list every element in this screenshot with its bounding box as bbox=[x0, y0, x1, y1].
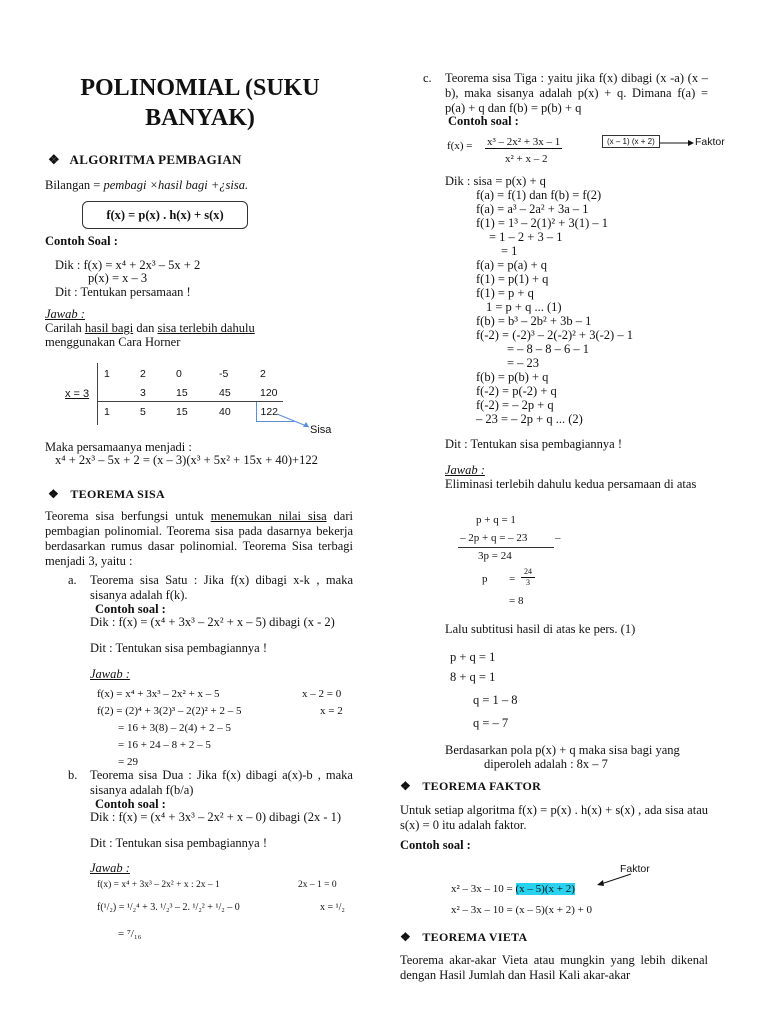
dik-line: Dik : sisa = p(x) + q bbox=[445, 174, 546, 188]
dit-line: Dit : Tentukan sisa pembagiannya ! bbox=[445, 437, 622, 451]
faktor-arrow-icon bbox=[595, 872, 635, 888]
minus-sign: – bbox=[555, 532, 561, 544]
highlighted-factor: (x – 5)(x + 2) bbox=[515, 883, 575, 895]
page-title bbox=[40, 73, 360, 133]
horner-cell: 1 bbox=[104, 405, 110, 418]
fraction-prefix: f(x) = bbox=[447, 140, 473, 152]
faktor-label: Faktor bbox=[695, 136, 725, 148]
horner-cell: 1 bbox=[104, 367, 110, 380]
conclusion-line: diperoleh adalah : 8x – 7 bbox=[484, 757, 608, 771]
faktor-label: Faktor bbox=[620, 863, 650, 875]
text-run: Carilah bbox=[45, 321, 85, 335]
jawab-line: = 16 + 3(8) – 2(4) + 2 – 5 bbox=[118, 722, 232, 734]
horner-cell: 3 bbox=[140, 386, 146, 399]
dik-line: 1 = p + q ... (1) bbox=[486, 300, 562, 314]
bilangan-prefix: Bilangan = bbox=[45, 178, 104, 192]
dik-line: f(-2) = (-2)³ – 2(-2)² + 3(-2) – 1 bbox=[476, 328, 633, 342]
dik-line: = 1 – 2 + 3 – 1 bbox=[489, 230, 563, 244]
list-marker: b. bbox=[68, 768, 78, 782]
jawab-line: = 16 + 24 – 8 + 2 – 5 bbox=[118, 739, 211, 751]
text-run: sisa terlebih dahulu bbox=[157, 321, 255, 335]
teorema-sisa-dua-text: Teorema sisa Dua : Jika f(x) dibagi a(x)-b , maka sisanya adalah f(b/a) bbox=[90, 768, 353, 797]
text-run: hasil bagi bbox=[84, 321, 134, 335]
teorema-vieta-text: Teorema akar-akar Vieta atau mungkin yang lebih dikenal dengan Hasil Jumlah dan Hasil Kali akar-akar bbox=[400, 953, 708, 982]
fraction-numerator: x³ – 2x² + 3x – 1 bbox=[487, 136, 561, 148]
dik-line: f(-2) = – 2p + q bbox=[476, 398, 554, 412]
sisa-label: Sisa bbox=[310, 424, 332, 436]
teorema-faktor-text: Untuk setiap algoritma f(x) = p(x) . h(x) + s(x) , ada sisa atau s(x) = 0 itu adalah faktor. bbox=[400, 803, 708, 832]
elim-fraction bbox=[521, 567, 535, 588]
section-teorema-faktor bbox=[400, 779, 541, 794]
horner-remainder-cell: 122 bbox=[256, 402, 294, 422]
list-marker: c. bbox=[423, 71, 432, 85]
jawab-line: f(2) = (2)⁴ + 3(2)³ – 2(2)² + 2 – 5 bbox=[97, 705, 242, 717]
substitution-line: p + q = 1 bbox=[450, 650, 496, 664]
lalu-line: Lalu subtitusi hasil di atas ke pers. (1) bbox=[445, 622, 636, 636]
horner-caption: menggunakan Cara Horner bbox=[45, 335, 181, 349]
fraction-denominator: 3 bbox=[526, 578, 530, 587]
horner-row bbox=[100, 402, 294, 422]
result-equation: x⁴ + 2x³ – 5x + 2 = (x – 3)(x³ + 5x² + 15x + 40)+122 bbox=[55, 453, 318, 467]
eliminasi-text: Eliminasi terlebih dahulu kedua persamaan di atas bbox=[445, 477, 697, 491]
horner-row bbox=[100, 364, 294, 383]
horner-cell: 5 bbox=[140, 405, 146, 418]
fraction-numerator: 24 bbox=[521, 567, 535, 578]
substitution-line: q = 1 – 8 bbox=[473, 693, 518, 707]
contoh-soal-heading: Contoh soal : bbox=[400, 838, 471, 852]
dik-line: f(1) = p + q bbox=[476, 286, 534, 300]
teorema-sisa-satu-text: Teorema sisa Satu : Jika f(x) dibagi x-k , maka sisanya adalah f(k). bbox=[90, 573, 353, 602]
faktor-line-1 bbox=[451, 883, 575, 895]
dik-line: – 23 = – 2p + q ... (2) bbox=[476, 412, 583, 426]
section-teorema-vieta bbox=[400, 930, 528, 945]
jawab-line: 2x – 1 = 0 bbox=[298, 880, 337, 890]
factor-box: (x – 1) (x + 2) bbox=[602, 135, 660, 148]
horner-cell: 15 bbox=[176, 386, 188, 399]
section-title: TEOREMA VIETA bbox=[422, 930, 528, 944]
jawab-line: f(x) = x⁴ + 3x³ – 2x² + x : 2x – 1 bbox=[97, 880, 220, 890]
elim-line: p bbox=[482, 573, 488, 585]
dik-line: Dik : f(x) = (x⁴ + 3x³ – 2x² + x – 5) dibagi (x - 2) bbox=[90, 615, 335, 629]
jawab-label: Jawab : bbox=[90, 667, 130, 681]
title-line-1: POLINOMIAL (SUKU bbox=[80, 75, 320, 101]
elim-line: – 2p + q = – 23 bbox=[460, 532, 528, 544]
dik-line: = – 23 bbox=[507, 356, 540, 370]
dik-line: = 1 bbox=[501, 244, 518, 258]
dit-line: Dit : Tentukan sisa pembagiannya ! bbox=[90, 836, 267, 850]
substitution-line: 8 + q = 1 bbox=[450, 670, 496, 684]
horner-cell: 40 bbox=[219, 405, 231, 418]
dik-line: f(1) = 1³ – 2(1)² + 3(1) – 1 bbox=[476, 216, 608, 230]
text-run: x² – 3x – 10 = bbox=[451, 883, 516, 895]
dit-line: Dit : Tentukan persamaan ! bbox=[55, 285, 191, 299]
elim-line: = 8 bbox=[509, 595, 524, 607]
horner-table bbox=[100, 364, 294, 422]
conclusion-line: Berdasarkan pola p(x) + q maka sisa bagi yang bbox=[445, 743, 680, 757]
dit-line: Dit : Tentukan sisa pembagiannya ! bbox=[90, 641, 267, 655]
horner-vertical-line bbox=[97, 363, 98, 425]
contoh-soal-heading: Contoh Soal : bbox=[45, 234, 118, 248]
sisa-arrow-icon bbox=[275, 412, 315, 432]
jawab-label: Jawab : bbox=[445, 463, 485, 477]
section-title: TEOREMA SISA bbox=[70, 487, 166, 501]
horner-cell: 45 bbox=[219, 386, 231, 399]
horner-cell: -5 bbox=[219, 367, 229, 380]
dik-line: f(a) = p(a) + q bbox=[476, 258, 548, 272]
contoh-soal-heading: Contoh soal : bbox=[95, 797, 166, 811]
dik-line: f(b) = b³ – 2b² + 3b – 1 bbox=[476, 314, 592, 328]
jawab-line: x = 2 bbox=[320, 705, 343, 717]
elim-line: p + q = 1 bbox=[476, 514, 516, 526]
horner-row bbox=[100, 383, 294, 402]
diamond-bullet-icon: ❖ bbox=[48, 152, 60, 167]
fraction-denominator: x² + x – 2 bbox=[505, 153, 548, 165]
jawab-line: = 29 bbox=[118, 756, 138, 768]
arrow-right-icon bbox=[660, 136, 696, 150]
horner-cell: 2 bbox=[260, 367, 266, 380]
section-title: TEOREMA FAKTOR bbox=[422, 779, 542, 793]
text-run: dari pembagian polinomial. Teorema sisa pada dasarnya bekerja berdasarkan rumus dasar polinomial. Teorema Sisa terbagi menjadi 3, yaitu : bbox=[45, 509, 353, 568]
horner-cell: 120 bbox=[260, 386, 278, 399]
title-line-2: BANYAK) bbox=[145, 105, 255, 131]
diamond-bullet-icon: ❖ bbox=[48, 487, 60, 501]
dik-line: Dik : f(x) = x⁴ + 2x³ – 5x + 2 bbox=[55, 258, 201, 272]
text-run: Teorema sisa berfungsi untuk bbox=[45, 509, 211, 523]
jawab-line: x – 2 = 0 bbox=[302, 688, 342, 700]
dik-line: f(a) = a³ – 2a² + 3a – 1 bbox=[476, 202, 589, 216]
bilangan-line bbox=[45, 178, 248, 193]
formula-box: f(x) = p(x) . h(x) + s(x) bbox=[82, 201, 248, 229]
bilangan-formula: pembagi ×hasil bagi +¿sisa. bbox=[103, 178, 249, 192]
jawab-label: Jawab : bbox=[45, 307, 85, 321]
horner-cell: 2 bbox=[140, 367, 146, 380]
section-algoritma bbox=[48, 152, 242, 168]
diamond-bullet-icon: ❖ bbox=[400, 779, 412, 793]
faktor-line-2: x² – 3x – 10 = (x – 5)(x + 2) + 0 bbox=[451, 904, 593, 916]
jawab-line: f(¹/₂) = ¹/₂⁴ + 3. ¹/₂³ – 2. ¹/₂² + ¹/₂ – 0 bbox=[97, 902, 240, 913]
dik-line: p(x) = x – 3 bbox=[88, 271, 148, 285]
jawab-label: Jawab : bbox=[90, 861, 130, 875]
contoh-soal-heading: Contoh soal : bbox=[448, 114, 519, 128]
horner-cell: 0 bbox=[176, 367, 182, 380]
elim-line: 3p = 24 bbox=[478, 550, 512, 562]
diamond-bullet-icon: ❖ bbox=[400, 930, 412, 944]
jawab-line: f(x) = x⁴ + 3x³ – 2x² + x – 5 bbox=[97, 688, 220, 700]
maka-line: Maka persamaanya menjadi : bbox=[45, 440, 192, 454]
elim-divider bbox=[458, 547, 554, 548]
teorema-sisa-paragraph bbox=[45, 509, 353, 569]
horner-cell: 15 bbox=[176, 405, 188, 418]
list-marker: a. bbox=[68, 573, 77, 587]
section-teorema-sisa bbox=[48, 487, 165, 502]
substitution-line: q = – 7 bbox=[473, 716, 509, 730]
dik-line: f(-2) = p(-2) + q bbox=[476, 384, 557, 398]
teorema-sisa-tiga-text: Teorema sisa Tiga : yaitu jika f(x) dibagi (x -a) (x – b), maka sisanya adalah p(x) + q. Dimana f(a) = p(a) + q dan f(b) = p(b) + q bbox=[445, 71, 708, 115]
text-run: menemukan nilai sisa bbox=[210, 509, 327, 523]
section-title: ALGORITMA PEMBAGIAN bbox=[69, 152, 242, 167]
dik-line: f(a) = f(1) dan f(b) = f(2) bbox=[476, 188, 602, 202]
horner-x-label: x = 3 bbox=[65, 388, 90, 400]
dik-line: f(b) = p(b) + q bbox=[476, 370, 549, 384]
dik-line: f(1) = p(1) + q bbox=[476, 272, 549, 286]
jawab-line: x = ¹/₂ bbox=[320, 902, 345, 913]
elim-line: = bbox=[509, 573, 516, 585]
contoh-soal-heading: Contoh soal : bbox=[95, 602, 166, 616]
dik-line: Dik : f(x) = (x⁴ + 3x³ – 2x² + x – 0) dibagi (2x - 1) bbox=[90, 810, 342, 824]
jawab-line: = ⁷/₁₆ bbox=[118, 928, 142, 940]
horner-cell bbox=[100, 383, 136, 402]
text-run: dan bbox=[133, 321, 158, 335]
carilah-line bbox=[45, 321, 255, 336]
dik-line: = – 8 – 8 – 6 – 1 bbox=[507, 342, 590, 356]
